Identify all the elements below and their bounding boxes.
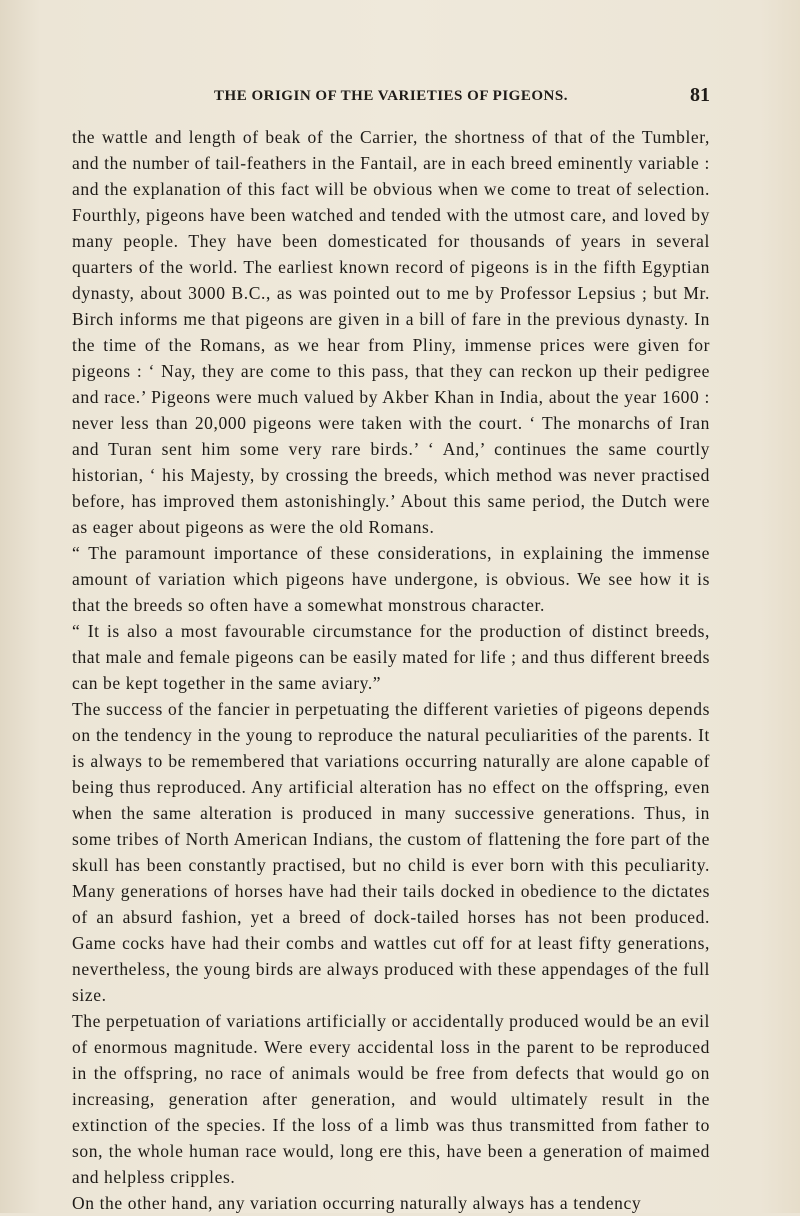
body-text xyxy=(72,124,710,1216)
paragraph: The perpetuation of variations artificially or accidentally produced would be an evil of enormous magnitude. Were every accidental loss in the parent to be reproduced in the offspring, no race of animals would be free from defects that would go on increasing, generation after generation, and would ultimately result in the extinction of the species. If the loss of a limb was thus transmitted from father to son, the whole human race would, long ere this, have been a generation of maimed and helpless cripples. xyxy=(72,1011,710,1187)
page-header xyxy=(72,84,710,116)
running-title: THE ORIGIN OF THE VARIETIES OF PIGEONS. xyxy=(214,88,568,104)
paragraph: The success of the fancier in perpetuating the different varieties of pigeons depends on the tendency in the young to reproduce the natural peculiarities of the parents. It is always to be remembered that variations occurring naturally are alone capable of being thus reproduced. Any artificial alteration has no effect on the offspring, even when the same alteration is produced in many successive generations. Thus, in some tribes of North American Indians, the custom of flattening the fore part of the skull has been constantly practised, but no child is ever born with this peculiarity. Many generations of horses have had their tails docked in obedience to the dictates of an absurd fashion, yet a breed of dock-tailed horses has not been produced. Game cocks have had their combs and wattles cut off for at least fifty generations, nevertheless, the young birds are always produced with these appendages of the full size. xyxy=(72,699,710,1005)
paragraph: On the other hand, any variation occurring naturally always has a tendency xyxy=(72,1193,642,1213)
paragraph: the wattle and length of beak of the Carrier, the shortness of that of the Tumbler, and the number of tail-feathers in the Fantail, are in each breed eminently variable : and the explanation of this fact will be obvious when we come to treat of selection. Fourthly, pigeons have been watched and tended with the utmost care, and loved by many people. They have been domesticated for thousands of years in several quarters of the world. The earliest known record of pigeons is in the fifth Egyptian dynasty, about 3000 B.C., as was pointed out to me by Professor Lepsius ; but Mr. Birch informs me that pigeons are given in a bill of fare in the previous dynasty. In the time of the Romans, as we hear from Pliny, immense prices were given for pigeons : ‘ Nay, they are come to this pass, that they can reckon up their pedigree and race.’ Pigeons were much valued by Akber Khan in India, about the year 1600 : never less than 20,000 pigeons were taken with the court. ‘ The monarchs of Iran and Turan sent him some very rare birds.’ ‘ And,’ continues the same courtly historian, ‘ his Majesty, by crossing the breeds, which method was never practised before, has improved them astonishingly.’ About this same period, the Dutch were as eager about pigeons as were the old Romans. xyxy=(72,127,710,537)
paragraph: “ It is also a most favourable circumstance for the production of distinct breeds, that male and female pigeons can be easily mated for life ; and thus different breeds can be kept together in the same aviary.” xyxy=(72,621,710,693)
paragraph: “ The paramount importance of these considerations, in explaining the immense amount of variation which pigeons have undergone, is obvious. We see how it is that the breeds so often have a somewhat monstrous character. xyxy=(72,543,710,615)
page-number: 81 xyxy=(690,84,710,106)
